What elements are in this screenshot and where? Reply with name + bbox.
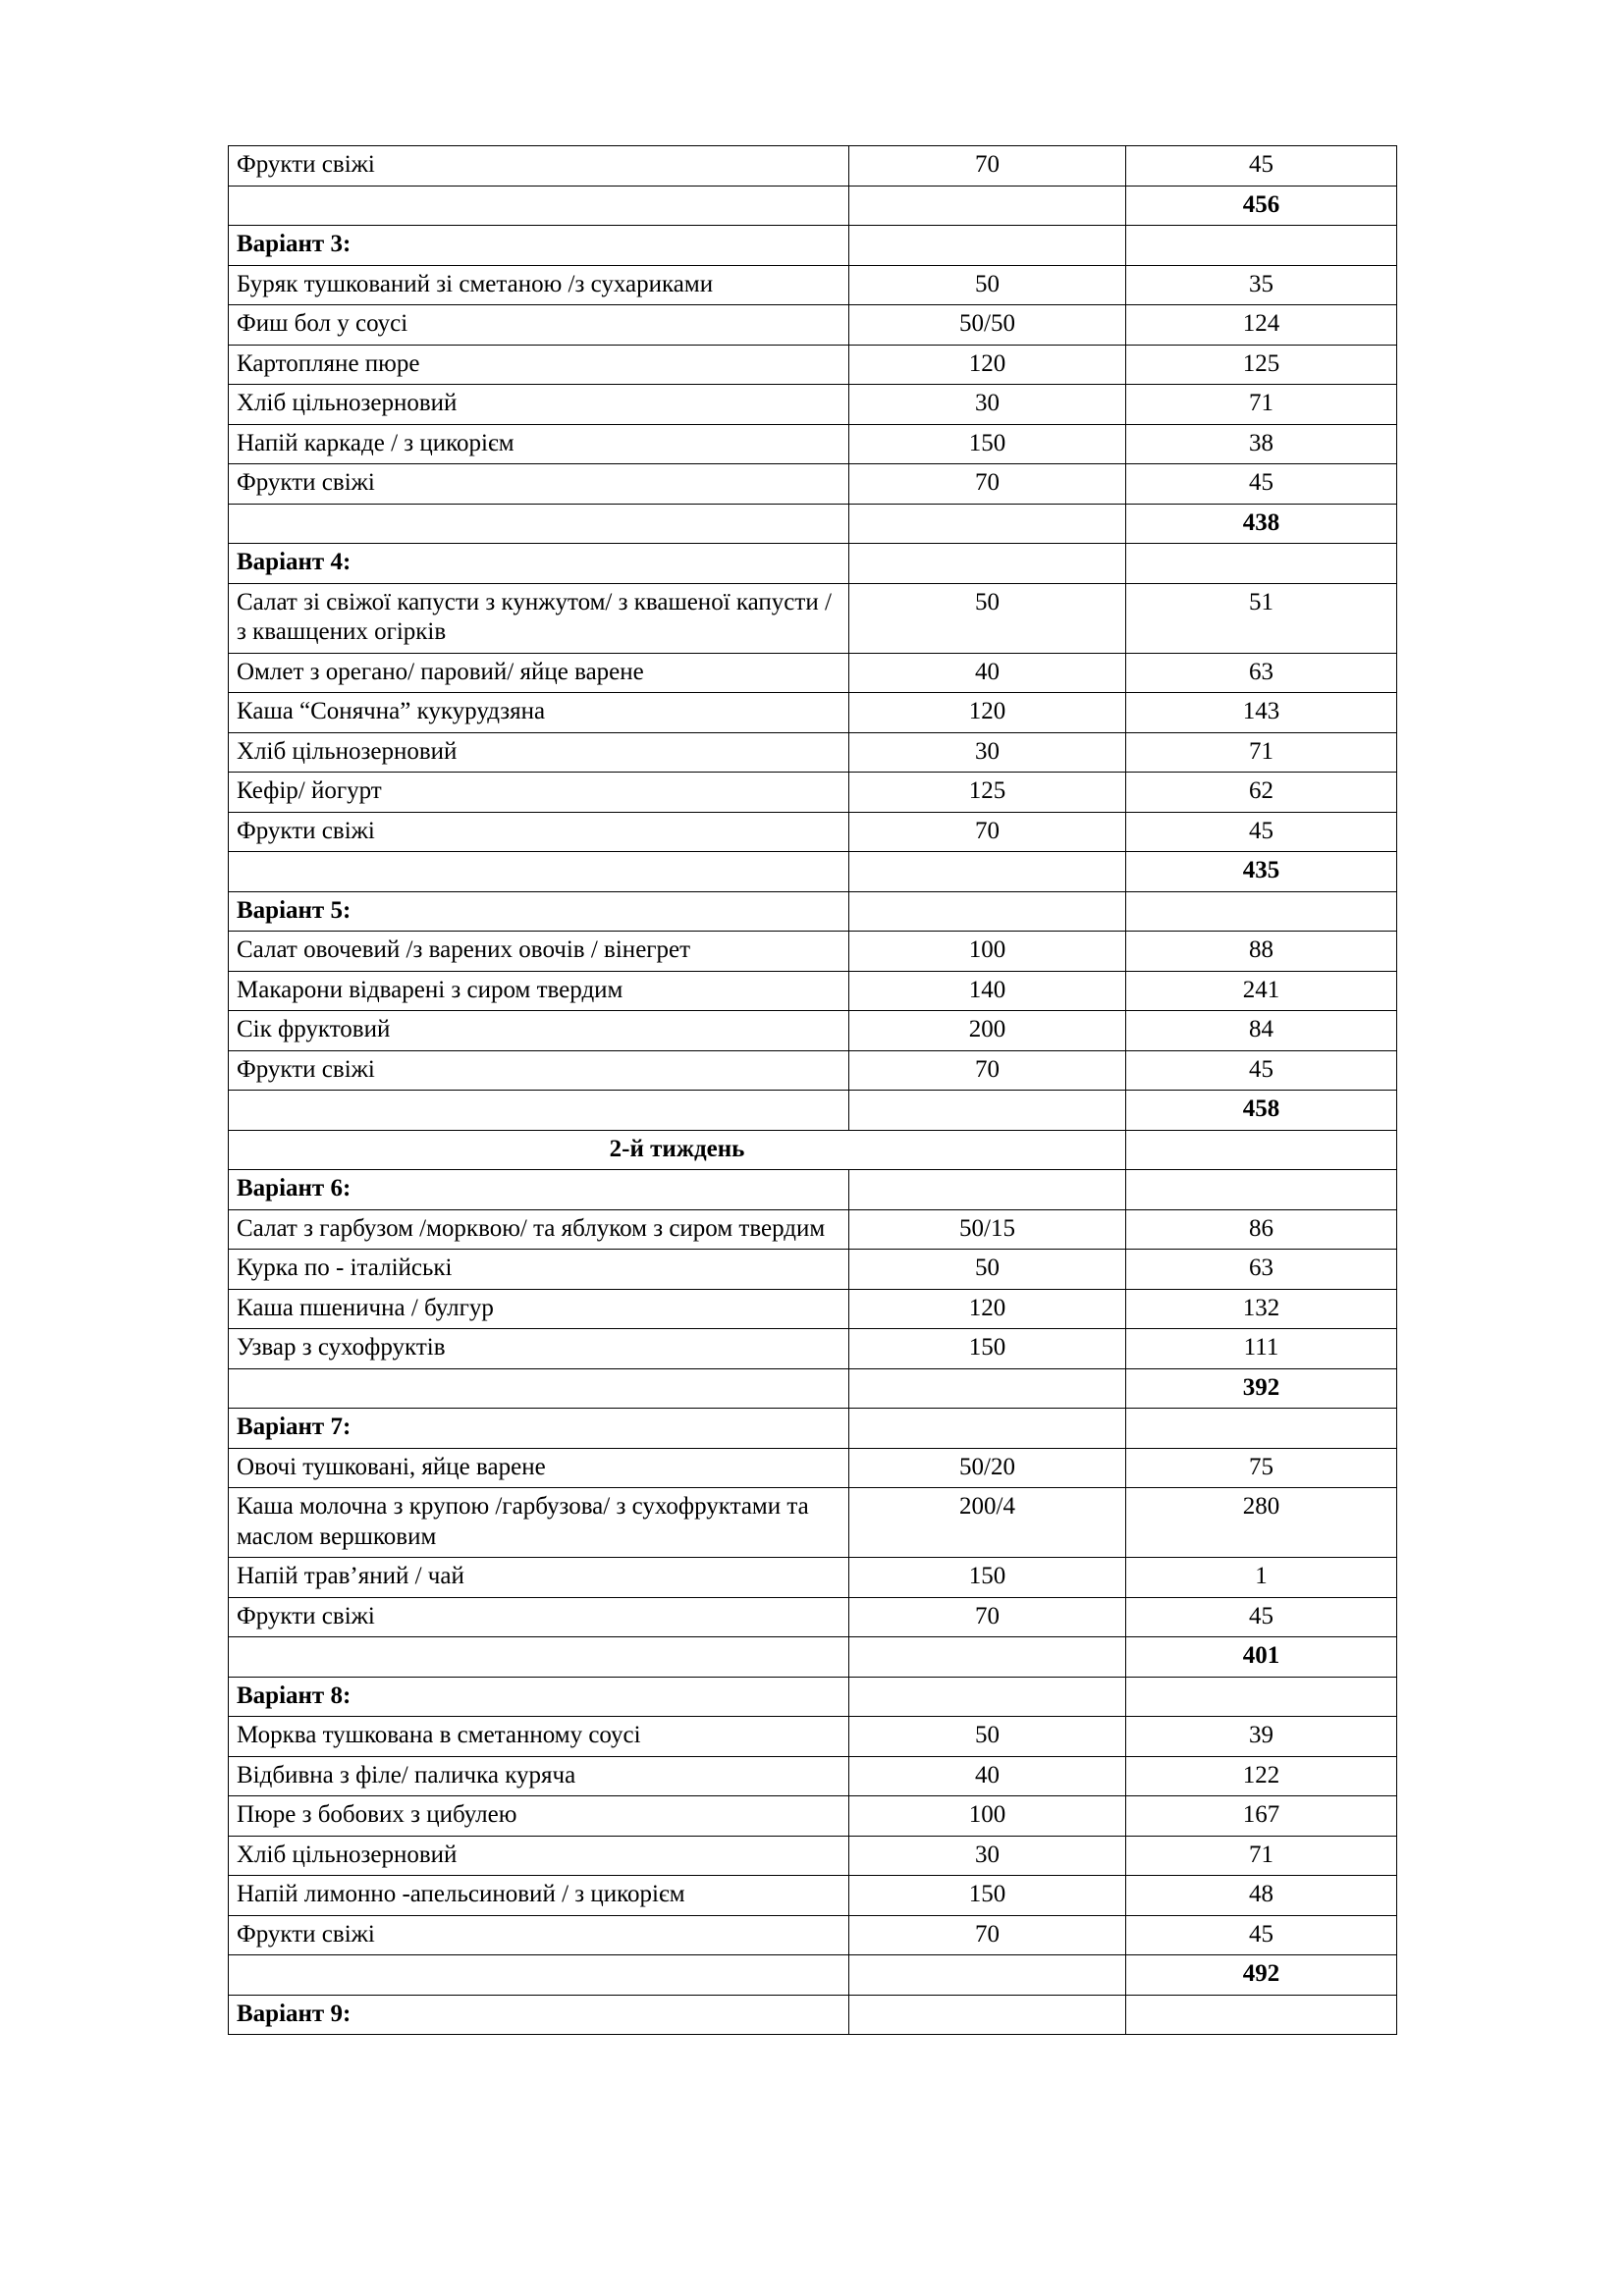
empty-cell [849,891,1126,932]
dish-quantity-cell: 40 [849,1756,1126,1796]
total-calories-cell: 456 [1126,186,1397,226]
dish-name-cell: Овочі тушковані, яйце варене [229,1448,849,1488]
empty-cell [849,1995,1126,2035]
dish-quantity-cell: 70 [849,1050,1126,1091]
table-row [229,1130,1397,1170]
dish-name-cell: Фрукти свіжі [229,1597,849,1637]
table-row [229,971,1397,1011]
table-row [229,653,1397,693]
dish-name-cell: Хліб цільнозерновий [229,385,849,425]
dish-calories-cell: 45 [1126,1915,1397,1955]
variant-label-cell: Варіант 6: [229,1170,849,1210]
dish-calories-cell: 111 [1126,1329,1397,1369]
dish-quantity-cell: 200 [849,1011,1126,1051]
dish-name-cell: Салат овочевий /з варених овочів / вінегрет [229,932,849,972]
dish-calories-cell: 45 [1126,812,1397,852]
dish-name-cell: Фрукти свіжі [229,1050,849,1091]
dish-calories-cell: 38 [1126,424,1397,464]
variant-label-cell: Варіант 7: [229,1409,849,1449]
dish-name-cell: Напій трав’яний / чай [229,1558,849,1598]
table-row [229,345,1397,385]
table-row [229,773,1397,813]
variant-label-cell: Варіант 4: [229,544,849,584]
table-row [229,1209,1397,1250]
table-row [229,891,1397,932]
table-row [229,1368,1397,1409]
table-row [229,424,1397,464]
dish-calories-cell: 84 [1126,1011,1397,1051]
dish-calories-cell: 143 [1126,693,1397,733]
dish-calories-cell: 88 [1126,932,1397,972]
dish-calories-cell: 51 [1126,583,1397,653]
dish-name-cell: Пюре з бобових з цибулею [229,1796,849,1837]
dish-name-cell: Картопляне пюре [229,345,849,385]
dish-name-cell: Морква тушкована в сметанному соусі [229,1717,849,1757]
dish-name-cell: Фиш бол у соусі [229,305,849,346]
table-row [229,852,1397,892]
table-row [229,385,1397,425]
table-row [229,693,1397,733]
dish-name-cell: Сік фруктовий [229,1011,849,1051]
empty-cell [1126,1995,1397,2035]
table-row [229,1289,1397,1329]
table-row [229,1597,1397,1637]
table-row [229,1756,1397,1796]
dish-quantity-cell: 100 [849,932,1126,972]
dish-quantity-cell: 30 [849,385,1126,425]
dish-quantity-cell: 70 [849,812,1126,852]
empty-cell [849,1637,1126,1678]
empty-cell [229,1368,849,1409]
dish-name-cell: Напій каркаде / з цикорієм [229,424,849,464]
dish-name-cell: Каша молочна з крупою /гарбузова/ з сухофруктами та маслом вершковим [229,1488,849,1558]
empty-cell [229,1091,849,1131]
dish-calories-cell: 75 [1126,1448,1397,1488]
table-row [229,1091,1397,1131]
dish-quantity-cell: 120 [849,1289,1126,1329]
dish-quantity-cell: 140 [849,971,1126,1011]
total-calories-cell: 401 [1126,1637,1397,1678]
dish-quantity-cell: 40 [849,653,1126,693]
dish-calories-cell: 1 [1126,1558,1397,1598]
dish-calories-cell: 45 [1126,1597,1397,1637]
dish-quantity-cell: 30 [849,1836,1126,1876]
table-row [229,1637,1397,1678]
dish-quantity-cell: 50 [849,583,1126,653]
table-row [229,186,1397,226]
empty-cell [1126,1130,1397,1170]
table-row [229,1170,1397,1210]
dish-calories-cell: 71 [1126,732,1397,773]
dish-name-cell: Хліб цільнозерновий [229,1836,849,1876]
dish-name-cell: Фрукти свіжі [229,1915,849,1955]
dish-name-cell: Каша пшенична / булгур [229,1289,849,1329]
table-row [229,732,1397,773]
dish-calories-cell: 35 [1126,265,1397,305]
empty-cell [229,186,849,226]
dish-name-cell: Салат з гарбузом /морквою/ та яблуком з сиром твердим [229,1209,849,1250]
dish-quantity-cell: 50/15 [849,1209,1126,1250]
table-row [229,1995,1397,2035]
dish-calories-cell: 63 [1126,1250,1397,1290]
menu-table-body [229,146,1397,2035]
dish-calories-cell: 122 [1126,1756,1397,1796]
dish-quantity-cell: 125 [849,773,1126,813]
empty-cell [849,186,1126,226]
table-row [229,1050,1397,1091]
dish-calories-cell: 71 [1126,1836,1397,1876]
dish-quantity-cell: 150 [849,1876,1126,1916]
dish-quantity-cell: 70 [849,146,1126,187]
table-row [229,1488,1397,1558]
empty-cell [1126,1170,1397,1210]
dish-calories-cell: 86 [1126,1209,1397,1250]
dish-name-cell: Фрукти свіжі [229,812,849,852]
table-row [229,1409,1397,1449]
total-calories-cell: 392 [1126,1368,1397,1409]
dish-name-cell: Курка по - італійські [229,1250,849,1290]
dish-quantity-cell: 70 [849,1597,1126,1637]
empty-cell [229,504,849,544]
dish-name-cell: Відбивна з філе/ паличка куряча [229,1756,849,1796]
dish-calories-cell: 39 [1126,1717,1397,1757]
dish-name-cell: Фрукти свіжі [229,464,849,505]
dish-calories-cell: 132 [1126,1289,1397,1329]
table-row [229,1558,1397,1598]
empty-cell [229,852,849,892]
variant-label-cell: Варіант 9: [229,1995,849,2035]
dish-quantity-cell: 150 [849,1558,1126,1598]
dish-quantity-cell: 120 [849,345,1126,385]
table-row [229,1677,1397,1717]
variant-label-cell: Варіант 8: [229,1677,849,1717]
dish-calories-cell: 48 [1126,1876,1397,1916]
dish-name-cell: Каша “Сонячна” кукурудзяна [229,693,849,733]
table-row [229,1876,1397,1916]
table-row [229,226,1397,266]
empty-cell [229,1955,849,1996]
table-row [229,1915,1397,1955]
table-row [229,464,1397,505]
dish-calories-cell: 125 [1126,345,1397,385]
table-row [229,146,1397,187]
dish-quantity-cell: 150 [849,1329,1126,1369]
dish-name-cell: Буряк тушкований зі сметаною /з сухариками [229,265,849,305]
empty-cell [1126,544,1397,584]
table-row [229,1448,1397,1488]
table-row [229,1955,1397,1996]
dish-name-cell: Напій лимонно -апельсиновий / з цикорієм [229,1876,849,1916]
table-row [229,544,1397,584]
empty-cell [849,1368,1126,1409]
table-row [229,1836,1397,1876]
empty-cell [849,544,1126,584]
dish-quantity-cell: 50 [849,1717,1126,1757]
dish-name-cell: Салат зі свіжої капусти з кунжутом/ з квашеної капусти /з квашцених огірків [229,583,849,653]
dish-name-cell: Фрукти свіжі [229,146,849,187]
empty-cell [849,852,1126,892]
dish-quantity-cell: 120 [849,693,1126,733]
empty-cell [849,226,1126,266]
dish-quantity-cell: 50 [849,265,1126,305]
week-header-cell: 2-й тиждень [229,1130,1126,1170]
total-calories-cell: 435 [1126,852,1397,892]
empty-cell [849,1409,1126,1449]
dish-calories-cell: 45 [1126,146,1397,187]
dish-calories-cell: 71 [1126,385,1397,425]
dish-quantity-cell: 200/4 [849,1488,1126,1558]
empty-cell [1126,226,1397,266]
total-calories-cell: 438 [1126,504,1397,544]
empty-cell [1126,891,1397,932]
table-row [229,1250,1397,1290]
empty-cell [1126,1409,1397,1449]
dish-calories-cell: 280 [1126,1488,1397,1558]
dish-calories-cell: 124 [1126,305,1397,346]
total-calories-cell: 458 [1126,1091,1397,1131]
dish-calories-cell: 62 [1126,773,1397,813]
dish-quantity-cell: 50/50 [849,305,1126,346]
dish-name-cell: Узвар з сухофруктів [229,1329,849,1369]
empty-cell [849,1955,1126,1996]
dish-calories-cell: 241 [1126,971,1397,1011]
dish-calories-cell: 45 [1126,464,1397,505]
table-row [229,932,1397,972]
variant-label-cell: Варіант 5: [229,891,849,932]
dish-quantity-cell: 30 [849,732,1126,773]
dish-quantity-cell: 70 [849,1915,1126,1955]
dish-name-cell: Кефір/ йогурт [229,773,849,813]
table-row [229,812,1397,852]
table-row [229,1796,1397,1837]
dish-calories-cell: 167 [1126,1796,1397,1837]
dish-calories-cell: 63 [1126,653,1397,693]
dish-quantity-cell: 100 [849,1796,1126,1837]
table-row [229,1717,1397,1757]
dish-name-cell: Хліб цільнозерновий [229,732,849,773]
empty-cell [849,1677,1126,1717]
dish-name-cell: Макарони відварені з сиром твердим [229,971,849,1011]
total-calories-cell: 492 [1126,1955,1397,1996]
empty-cell [1126,1677,1397,1717]
table-row [229,1329,1397,1369]
menu-table [228,145,1397,2035]
dish-quantity-cell: 150 [849,424,1126,464]
table-row [229,305,1397,346]
dish-calories-cell: 45 [1126,1050,1397,1091]
empty-cell [849,1091,1126,1131]
table-row [229,265,1397,305]
table-row [229,583,1397,653]
table-row [229,504,1397,544]
dish-name-cell: Омлет з орегано/ паровий/ яйце варене [229,653,849,693]
empty-cell [849,1170,1126,1210]
dish-quantity-cell: 50/20 [849,1448,1126,1488]
variant-label-cell: Варіант 3: [229,226,849,266]
dish-quantity-cell: 70 [849,464,1126,505]
empty-cell [849,504,1126,544]
empty-cell [229,1637,849,1678]
table-row [229,1011,1397,1051]
dish-quantity-cell: 50 [849,1250,1126,1290]
